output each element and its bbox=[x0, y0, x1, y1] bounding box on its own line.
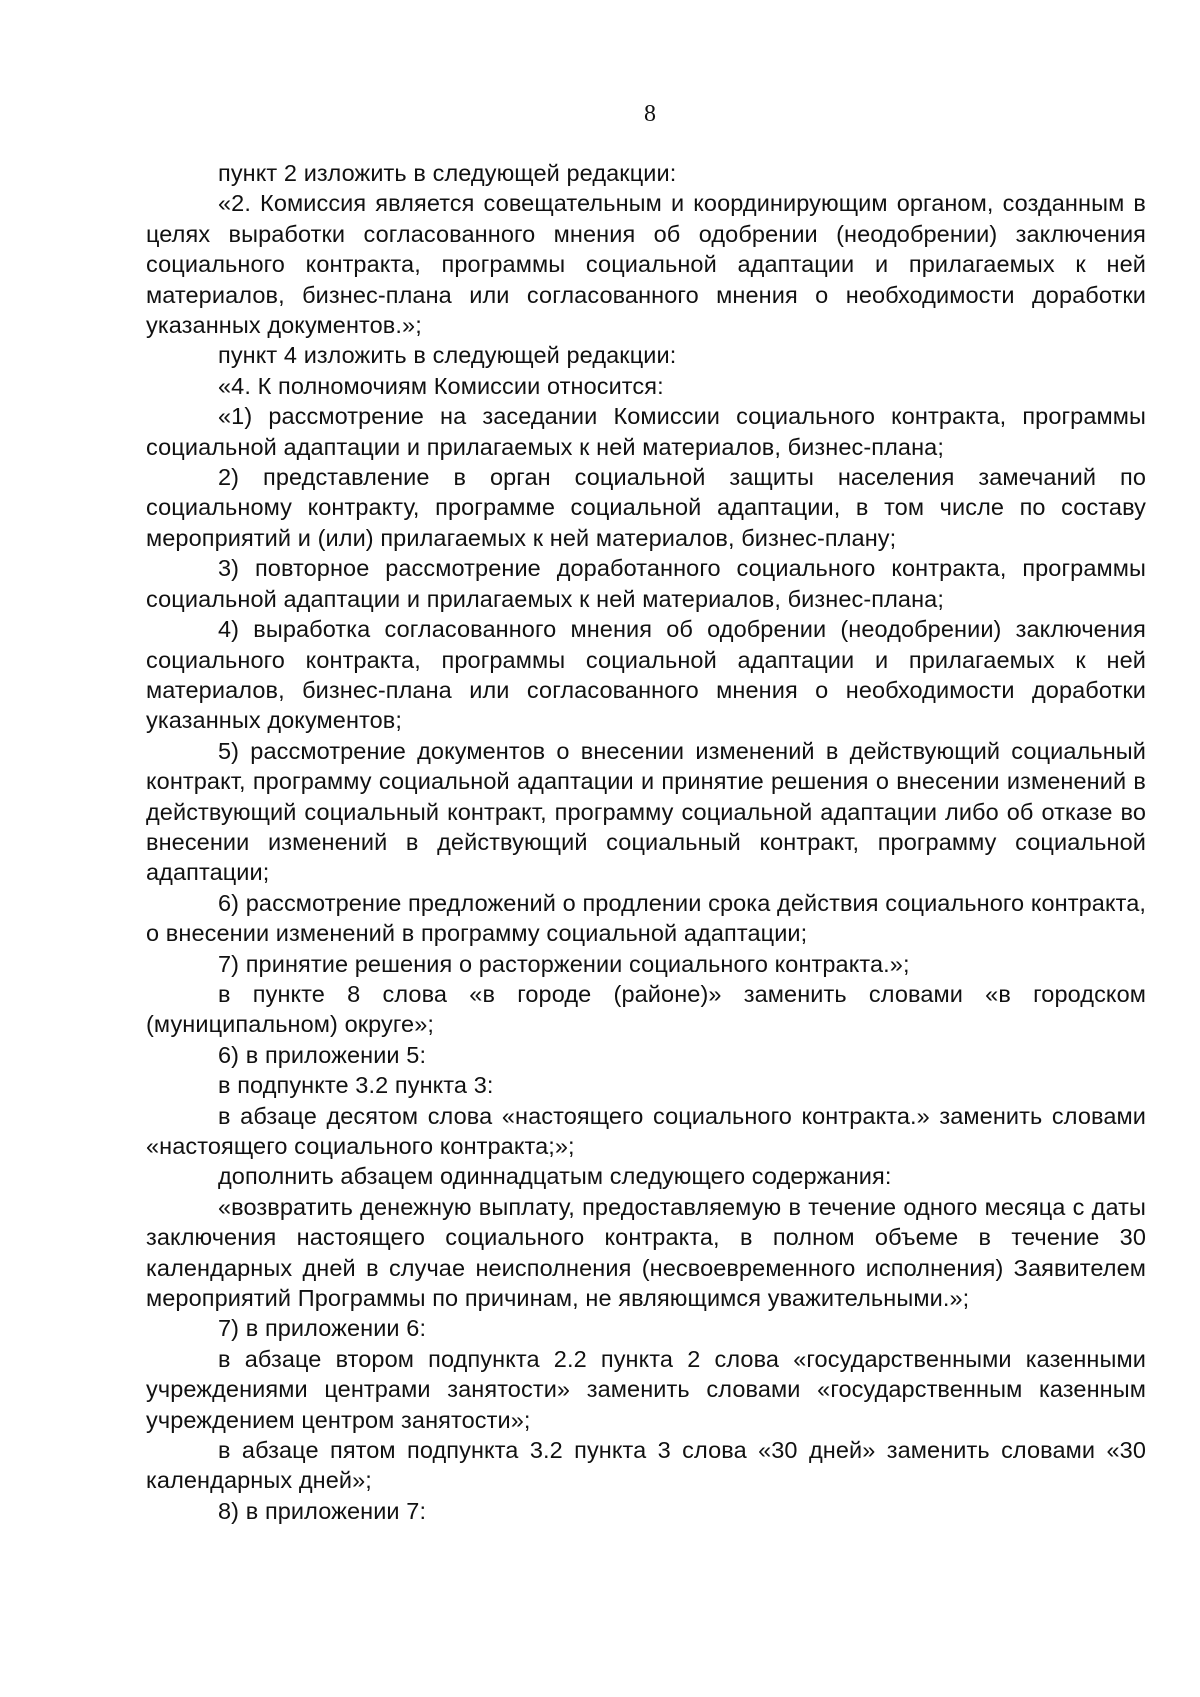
paragraph: 7) принятие решения о расторжении социального контракта.»; bbox=[218, 950, 910, 977]
paragraph: в абзаце втором подпункта 2.2 пункта 2 слова «государственными казенными учреждениями центрами занятости» заменить словами «государственным казенным учреждением центром занятости»; bbox=[146, 1345, 1146, 1433]
paragraph: в пункте 8 слова «в городе (районе)» заменить словами «в городском (муниципальном) округе»; bbox=[146, 980, 1146, 1038]
paragraph: 3) повторное рассмотрение доработанного социального контракта, программы социальной адаптации и прилагаемых к ней материалов, бизнес-плана; bbox=[146, 555, 1146, 612]
paragraph: в абзаце десятом слова «настоящего социального контракта.» заменить словами «настоящего социального контракта;»; bbox=[146, 1102, 1146, 1159]
paragraph: «2. Комиссия является совещательным и координирующим органом, созданным в целях выработки согласованного мнения об одобрении (неодобрении) заключения социального контракта, программы социальной адаптации и прилагаемых к ней материалов, бизнес-плана или согласованного мнения о необходимости доработки указанных документов.»; bbox=[146, 190, 1146, 339]
paragraph: 5) рассмотрение документов о внесении изменений в действующий социальный контракт, программу социальной адаптации и принятие решения о внесении изменений в действующий социальный контракт, программу социальной адаптации либо об отказе во внесении изменений в действующий социальный контракт, программу социальной адаптации; bbox=[146, 737, 1146, 886]
paragraph: 8) в приложении 7: bbox=[218, 1497, 427, 1524]
paragraph: «1) рассмотрение на заседании Комиссии социального контракта, программы социальной адаптации и прилагаемых к ней материалов, бизнес-плана; bbox=[146, 403, 1146, 460]
paragraph: пункт 2 изложить в следующей редакции: bbox=[218, 160, 677, 186]
paragraph: «возвратить денежную выплату, предоставляемую в течение одного месяца с даты заключения настоящего социального контракта, в полном объеме в течение 30 календарных дней в случае неисполнения (несвоевременного исполнения) Заявителем мероприятий Программы по причинам, не являющимся уважительными.»; bbox=[146, 1193, 1146, 1312]
paragraph: дополнить абзацем одиннадцатым следующего содержания: bbox=[218, 1163, 892, 1190]
paragraph: 7) в приложении 6: bbox=[218, 1315, 427, 1342]
paragraph: 4) выработка согласованного мнения об одобрении (неодобрении) заключения социального контракта, программы социальной адаптации и прилагаемых к ней материалов, бизнес-плана или согласованного мнения о необходимости доработки указанных документов; bbox=[146, 616, 1146, 734]
paragraph: 6) в приложении 5: bbox=[218, 1041, 427, 1068]
page-number: 8 bbox=[644, 101, 656, 127]
paragraph: в подпункте 3.2 пункта 3: bbox=[218, 1072, 494, 1099]
paragraph: пункт 4 изложить в следующей редакции: bbox=[218, 342, 677, 369]
document-body bbox=[146, 158, 1146, 1526]
paragraph: 6) рассмотрение предложений о продлении срока действия социального контракта, о внесении изменений в программу социальной адаптации; bbox=[146, 889, 1146, 947]
paragraph: 2) представление в орган социальной защиты населения замечаний по социальному контракту, программе социальной адаптации, в том числе по составу мероприятий и (или) прилагаемых к ней материалов, бизнес-плану; bbox=[146, 464, 1146, 551]
paragraph: в абзаце пятом подпункта 3.2 пункта 3 слова «30 дней» заменить словами «30 календарных дней»; bbox=[146, 1437, 1146, 1494]
paragraph: «4. К полномочиям Комиссии относится: bbox=[218, 372, 664, 399]
